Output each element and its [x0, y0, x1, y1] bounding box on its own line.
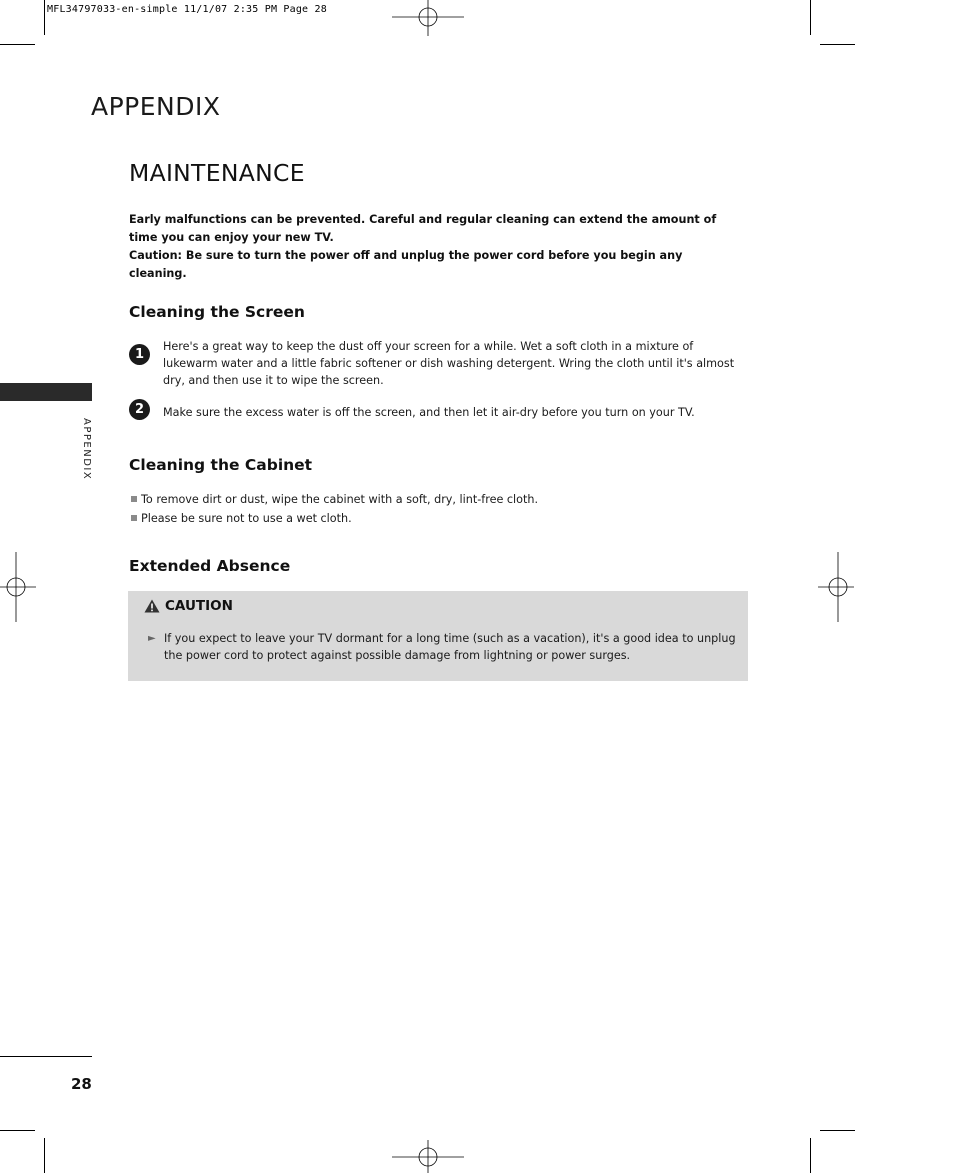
step-number-2: 2	[129, 399, 150, 420]
registration-mark-right	[818, 552, 854, 622]
registration-mark-bottom	[392, 1140, 464, 1173]
registration-mark-top	[392, 0, 464, 36]
intro-text	[129, 211, 739, 283]
section-header: APPENDIX	[91, 92, 221, 121]
caution-label	[144, 598, 233, 614]
page-number: 28	[71, 1075, 92, 1093]
intro-line-2: Caution: Be sure to turn the power off and unplug the power cord before you begin any cleaning.	[129, 249, 683, 280]
heading-extended-absence: Extended Absence	[129, 557, 291, 575]
heading-cleaning-screen: Cleaning the Screen	[129, 303, 305, 321]
step-text-2: Make sure the excess water is off the screen, and then let it air-dry before you turn on your TV.	[163, 406, 695, 419]
bullet-text: To remove dirt or dust, wipe the cabinet with a soft, dry, lint-free cloth.	[141, 493, 539, 506]
warning-triangle-icon	[144, 599, 160, 613]
page-title: MAINTENANCE	[129, 159, 305, 187]
caution-text: If you expect to leave your TV dormant for a long time (such as a vacation), it's a good idea to unplug the power cord to protect against possible damage from lightning or power surges.	[164, 632, 736, 662]
heading-cleaning-cabinet: Cleaning the Cabinet	[129, 456, 313, 474]
bullet-square-icon	[131, 496, 137, 502]
step-text-1: Here's a great way to keep the dust off your screen for a while. Wet a soft cloth in a mixture of lukewarm water and a little fabric softener or dish washing detergent. Wring the cloth until it's almost dry, and then use it to wipe the screen.	[163, 340, 735, 387]
triangle-bullet-icon: ►	[148, 633, 156, 644]
caution-title: CAUTION	[165, 598, 233, 614]
side-tab-bar	[0, 383, 92, 401]
list-item	[131, 493, 538, 506]
registration-mark-left	[0, 552, 36, 622]
caution-body	[148, 630, 738, 664]
footer-rule	[0, 1056, 92, 1057]
side-tab-label: APPENDIX	[81, 418, 92, 481]
step-number-1: 1	[129, 344, 150, 365]
print-slug: MFL34797033-en-simple 11/1/07 2:35 PM Page 28	[47, 4, 327, 15]
list-item	[131, 512, 352, 525]
intro-line-1: Early malfunctions can be prevented. Careful and regular cleaning can extend the amount of time you can enjoy your new TV.	[129, 213, 717, 244]
bullet-text: Please be sure not to use a wet cloth.	[141, 512, 352, 525]
bullet-square-icon	[131, 515, 137, 521]
